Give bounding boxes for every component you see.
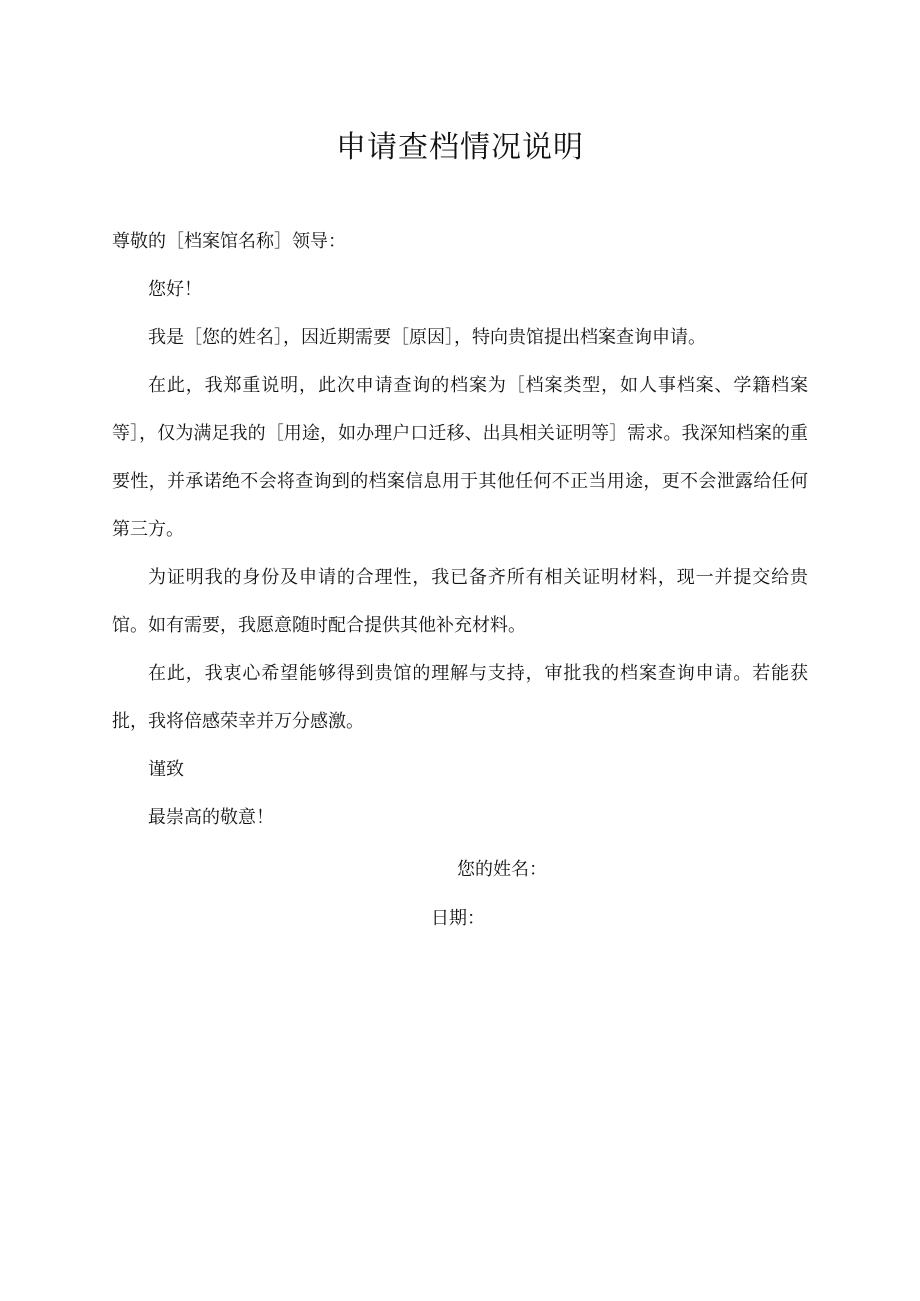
closing-line-2: 最崇高的敬意！ — [148, 807, 274, 828]
closing-line-1: 谨致 — [148, 759, 184, 780]
paragraph-3: 为证明我的身份及申请的合理性，我已备齐所有相关证明材料，现一并提交给贵馆。如有需要，我愿意随时配合提供其他补充材料。 — [112, 567, 808, 636]
paragraph-4: 在此，我衷心希望能够得到贵馆的理解与支持，审批我的档案查询申请。若能获批，我将倍感荣幸并万分感激。 — [112, 663, 808, 732]
paragraph-2: 在此，我郑重说明，此次申请查询的档案为［档案类型，如人事档案、学籍档案等］，仅为满足我的［用途，如办理户口迁移、出具相关证明等］需求。我深知档案的重要性，并承诺绝不会将查询到的档案信息用于其他任何不正当用途，更不会泄露给任何第三方。 — [112, 375, 808, 540]
paragraph-1: 我是［您的姓名］，因近期需要［原因］，特向贵馆提出档案查询申请。 — [148, 327, 706, 348]
document-title: 申请查档情况说明 — [336, 130, 584, 165]
signature-date-label: 日期： — [431, 908, 485, 929]
salutation: 尊敬的［档案馆名称］领导： — [112, 231, 346, 252]
greeting: 您好！ — [148, 279, 202, 300]
signature-name-label: 您的姓名： — [457, 859, 547, 880]
letter-body — [112, 218, 808, 842]
